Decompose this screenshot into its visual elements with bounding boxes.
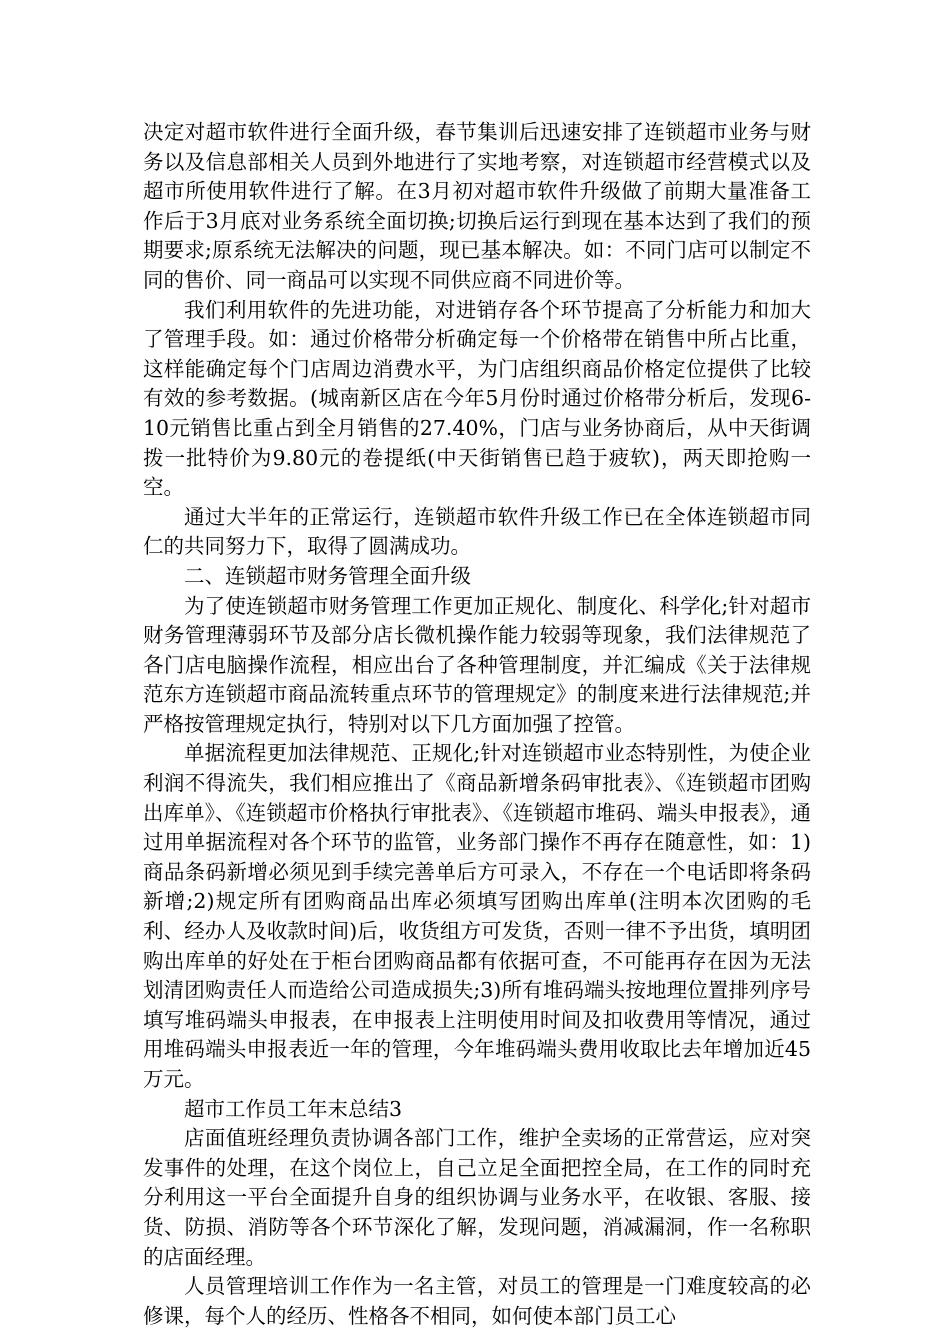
section-heading-summary-3: 超市工作员工年末总结3 — [184, 1096, 403, 1121]
document-body — [143, 118, 811, 1331]
paragraph-staff-training: 人员管理培训工作作为一名主管，对员工的管理是一门难度较高的必修课，每个人的经历、性格各不相同，如何使本部门员工心 — [143, 1274, 811, 1328]
paragraph-software-upgrade-intro: 决定对超市软件进行全面升级，春节集训后迅速安排了连锁超市业务与财务以及信息部相关人员到外地进行了实地考察，对连锁超市经营模式以及超市所使用软件进行了解。在3月初对超市软件升级做了前期大量准备工作后于3月底对业务系统全面切换;切换后运行到现在基本达到了我们的预期要求;原系统无法解决的问题，现已基本解决。如：不同门店可以制定不同的售价、同一商品可以实现不同供应商不同进价等。 — [143, 120, 811, 292]
paragraph-price-band-analysis: 我们利用软件的先进功能，对进销存各个环节提高了分析能力和加大了管理手段。如：通过价格带分析确定每一个价格带在销售中所占比重，这样能确定每个门店周边消费水平，为门店组织商品价格定位提供了比较有效的参考数据。(城南新区店在今年5月份时通过价格带分析后，发现6-10元销售比重占到全月销售的27.40%，门店与业务协商后，从中天街调拨一批特价为9.80元的卷提纸(中天街销售已趋于疲软)，两天即抢购一空。 — [143, 297, 811, 500]
paragraph-upgrade-success: 通过大半年的正常运行，连锁超市软件升级工作已在全体连锁超市同仁的共同努力下，取得了圆满成功。 — [143, 504, 811, 559]
paragraph-finance-regulation: 为了使连锁超市财务管理工作更加正规化、制度化、科学化;针对超市财务管理薄弱环节及部分店长微机操作能力较弱等现象，我们法律规范了各门店电脑操作流程，相应出台了各种管理制度，并汇编成《关于法律规范东方连锁超市商品流转重点环节的管理规定》的制度来进行法律规范;并严格按管理规定执行，特别对以下几方面加强了控管。 — [143, 593, 811, 736]
paragraph-document-workflow: 单据流程更加法律规范、正规化;针对连锁超市业态特别性，为使企业利润不得流失，我们相应推出了《商品新增条码审批表》、《连锁超市团购出库单》、《连锁超市价格执行审批表》、《连锁超市堆码、端头申报表》，通过用单据流程对各个环节的监管，业务部门操作不再存在随意性，如：1)商品条码新增必须见到手续完善单后方可录入，不存在一个电话即将条码新增;2)规定所有团购商品出库必须填写团购出库单(注明本次团购的毛利、经办人及收款时间)后，收货组方可发货，否则一律不予出货，填明团购出库单的好处在于柜台团购商品都有依据可查，不可能再存在因为无法划清团购责任人而造给公司造成损失;3)所有堆码端头按地理位置排列序号填写堆码端头申报表，在申报表上注明使用时间及扣收费用等情况，通过用堆码端头申报表近一年的管理，今年堆码端头费用收取比去年增加近45万元。 — [143, 741, 811, 1091]
paragraph-duty-manager: 店面值班经理负责协调各部门工作，维护全卖场的正常营运，应对突发事件的处理，在这个岗位上，自己立足全面把控全局，在工作的同时充分利用这一平台全面提升自身的组织协调与业务水平，在收银、客服、接货、防损、消防等各个环节深化了解，发现问题，消减漏洞，作一名称职的店面经理。 — [143, 1126, 811, 1269]
section-heading-finance-upgrade: 二、连锁超市财务管理全面升级 — [184, 563, 471, 588]
